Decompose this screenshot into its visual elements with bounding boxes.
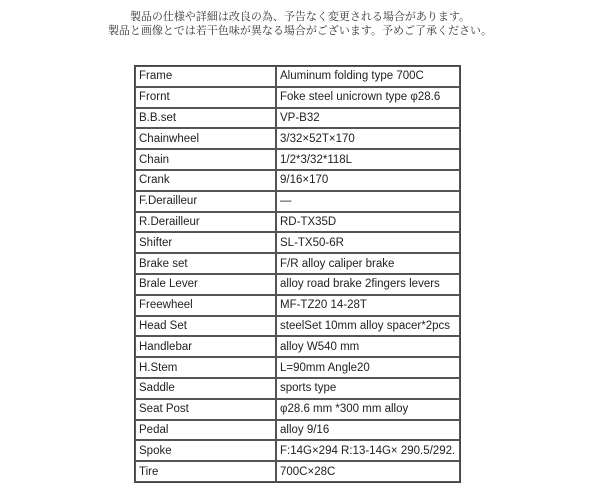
spec-label: F.Derailleur <box>135 191 276 212</box>
notice-line-1: 製品の仕様や詳細は改良の為、予告なく変更される場合があります。 <box>129 10 471 23</box>
spec-label: Freewheel <box>135 295 276 316</box>
spec-row-saddle <box>135 378 460 399</box>
spec-row-seat-post <box>135 399 460 420</box>
spec-label: Spoke <box>135 440 276 461</box>
spec-table <box>134 65 461 483</box>
spec-row-frame <box>135 66 460 87</box>
spec-label: Shifter <box>135 232 276 253</box>
spec-row-bb-set <box>135 108 460 129</box>
spec-label: Frornt <box>135 87 276 108</box>
spec-label: Head Set <box>135 316 276 337</box>
spec-value: alloy W540 mm <box>276 336 460 357</box>
spec-label: Chain <box>135 149 276 170</box>
spec-value: Aluminum folding type 700C <box>276 66 460 87</box>
spec-value: 9/16×170 <box>276 170 460 191</box>
spec-label: R.Derailleur <box>135 212 276 233</box>
spec-label: Seat Post <box>135 399 276 420</box>
spec-value: MF-TZ20 14-28T <box>276 295 460 316</box>
spec-value: steelSet 10mm alloy spacer*2pcs <box>276 316 460 337</box>
spec-value: RD-TX35D <box>276 212 460 233</box>
spec-label: H.Stem <box>135 357 276 378</box>
spec-row-f-derailleur <box>135 191 460 212</box>
spec-value: alloy road brake 2fingers levers <box>276 274 460 295</box>
spec-value: SL-TX50-6R <box>276 232 460 253</box>
spec-row-chain <box>135 149 460 170</box>
spec-row-fork <box>135 87 460 108</box>
spec-value: — <box>276 191 460 212</box>
spec-row-handlebar <box>135 336 460 357</box>
spec-value: sports type <box>276 378 460 399</box>
spec-row-head-set <box>135 316 460 337</box>
spec-label: Frame <box>135 66 276 87</box>
spec-value: Foke steel unicrown type φ28.6 <box>276 87 460 108</box>
spec-value: L=90mm Angle20 <box>276 357 460 378</box>
spec-row-r-derailleur <box>135 212 460 233</box>
spec-value: F:14G×294 R:13-14G× 290.5/292. <box>276 440 460 461</box>
spec-label: Handlebar <box>135 336 276 357</box>
spec-row-brake-lever <box>135 274 460 295</box>
spec-value: 1/2*3/32*118L <box>276 149 460 170</box>
spec-label: B.B.set <box>135 108 276 129</box>
spec-row-brake-set <box>135 253 460 274</box>
spec-row-shifter <box>135 232 460 253</box>
notice <box>0 10 600 38</box>
spec-row-h-stem <box>135 357 460 378</box>
spec-value: 700C×28C <box>276 461 460 482</box>
spec-value: alloy 9/16 <box>276 420 460 441</box>
spec-label: Crank <box>135 170 276 191</box>
spec-row-crank <box>135 170 460 191</box>
spec-row-tire <box>135 461 460 482</box>
spec-row-chainwheel <box>135 128 460 149</box>
notice-line-2: 製品と画像とでは若干色味が異なる場合がございます。予めご了承ください。 <box>107 24 493 37</box>
spec-label: Saddle <box>135 378 276 399</box>
spec-value: VP-B32 <box>276 108 460 129</box>
spec-label: Tire <box>135 461 276 482</box>
spec-value: F/R alloy caliper brake <box>276 253 460 274</box>
spec-label: Chainwheel <box>135 128 276 149</box>
spec-row-spoke <box>135 440 460 461</box>
spec-label: Brale Lever <box>135 274 276 295</box>
spec-row-freewheel <box>135 295 460 316</box>
spec-label: Pedal <box>135 420 276 441</box>
spec-value: 3/32×52T×170 <box>276 128 460 149</box>
spec-row-pedal <box>135 420 460 441</box>
spec-label: Brake set <box>135 253 276 274</box>
spec-value: φ28.6 mm *300 mm alloy <box>276 399 460 420</box>
